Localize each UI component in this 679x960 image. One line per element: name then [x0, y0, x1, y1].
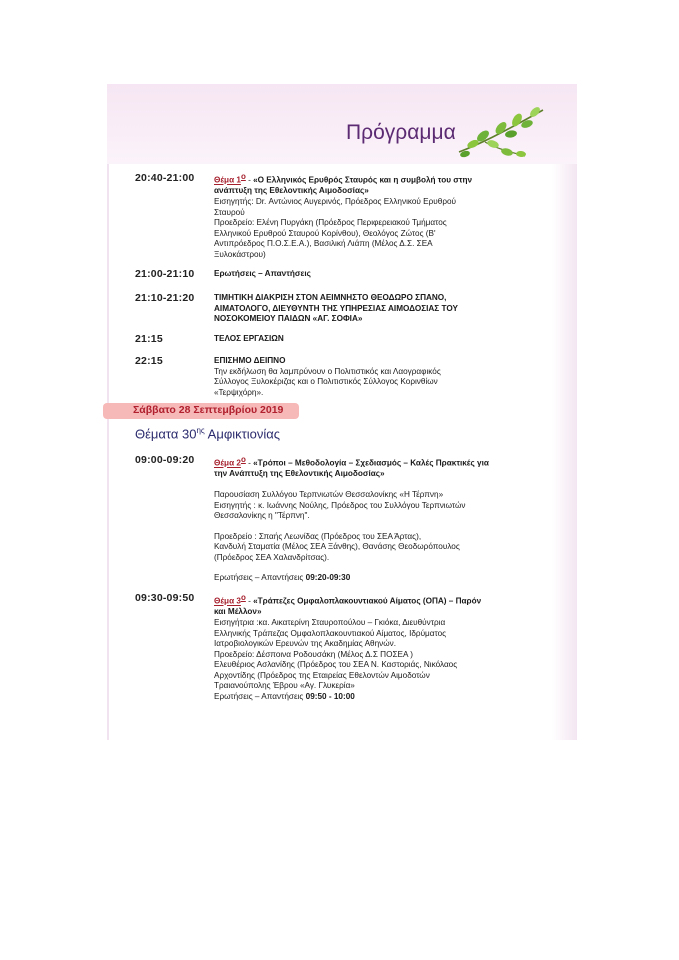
qa-label: Ερωτήσεις – Απαντήσεις [214, 692, 306, 702]
speaker-line: Εισηγητής: Dr. Αντώνιος Αυγερινός, Πρόεδρος Ελληνικού Ερυθρού [214, 196, 457, 206]
chair-line: Προεδρείο: Ελένη Πυργάκη (Πρόεδρος Περιφερειακού Τμήματος [214, 218, 447, 228]
session-details [214, 293, 524, 325]
dinner-line: Σύλλογος Ξυλοκέριζας και ο Πολιτιστικός Σύλλογος Κορινθίων [214, 377, 438, 387]
chair-line: Ελευθέριος Ασλανίδης (Πρόεδρος του ΣΕΑ Ν. Καστοριάς, Νικόλαος [214, 660, 458, 670]
qa-label: Ερωτήσεις – Απαντήσεις [214, 573, 306, 583]
side-shade [552, 164, 577, 740]
speaker-line: Εισηγητής : κ. Ιωάννης Νούλης, Πρόεδρος του Συλλόγου Τερπνιωτών [214, 500, 466, 510]
theme-title: «Ο Ελληνικός Ερυθρός Σταυρός και η συμβολή του στην [253, 175, 473, 185]
chair-line: (Πρόεδρος ΣΕΑ Χαλανδρίτσας). [214, 552, 330, 562]
session-details [214, 455, 524, 584]
theme-separator: - [245, 175, 254, 185]
session-title: ΤΕΛΟΣ ΕΡΓΑΣΙΩΝ [214, 334, 284, 343]
section-title-superscript: ης [196, 426, 205, 435]
theme-superscript: ο [240, 593, 246, 602]
chair-line: Αρχοντίδης (Πρόεδρος της Εταιρείας Εθελοντών Αιμοδοτών [214, 670, 430, 680]
qa-time: 09:20-09:30 [305, 573, 351, 583]
speaker-line: Ιατροβιολογικών Ερευνών της Ακαδημίας Αθηνών. [214, 639, 396, 649]
chair-line: Αντιπρόεδρος Π.Ο.Σ.Ε.Α.), Βασιλική Λιάπη (Μέλος Δ.Σ. ΣΕΑ [214, 239, 433, 249]
leaf-branch-icon [455, 104, 547, 162]
time-slot: 21:00-21:10 [135, 268, 195, 280]
theme-superscript: ο [240, 172, 246, 181]
speaker-line: Ελληνικής Τράπεζας Ομφαλοπλακουντιακού Αίματος, Ιδρύματος [214, 628, 447, 638]
chair-line: Προεδρείο : Σπαής Λεωνίδας (Πρόεδρος του ΣΕΑ Άρτας), [214, 531, 422, 541]
section-title [135, 426, 280, 441]
time-slot: 09:30-09:50 [135, 592, 195, 604]
session-details [214, 593, 524, 703]
chair-line: Τραιανούπολης Έβρου «Αγ. Γλυκερία» [214, 681, 355, 691]
section-title-text: Θέματα 30 [135, 426, 197, 442]
page-title: Πρόγραμμα [346, 121, 456, 144]
session-title: Ερωτήσεις – Απαντήσεις [214, 269, 311, 278]
time-slot: 21:15 [135, 333, 163, 345]
time-slot: 21:10-21:20 [135, 292, 195, 304]
theme-label: Θέμα 3 [214, 596, 241, 606]
chair-line: Ξυλοκάστρου) [214, 249, 266, 259]
honorary-line: ΤΙΜΗΤΙΚΗ ΔΙΑΚΡΙΣΗ ΣΤΟΝ ΑΕΙΜΝΗΣΤΟ ΘΕΟΔΩΡΟ ΣΠΑΝΟ, [214, 293, 447, 302]
theme-separator: - [245, 596, 254, 606]
speaker-line: Σταυρού [214, 207, 245, 217]
theme-label: Θέμα 2 [214, 458, 241, 468]
session-details [214, 172, 524, 260]
chair-line: Προεδρείο: Δέσποινα Ροδουσάκη (Μέλος Δ.Σ ΠΟΣΕΑ ) [214, 649, 413, 659]
dinner-line: Την εκδήλωση θα λαμπρύνουν ο Πολιτιστικός και Λαογραφικός [214, 366, 441, 376]
section-title-text-end: Αμφικτιονίας [204, 426, 281, 442]
theme-label: Θέμα 1 [214, 175, 241, 185]
session-details [214, 356, 524, 398]
theme-title-cont: την Ανάπτυξη της Εθελοντικής Αιμοδοσίας» [214, 469, 385, 479]
speaker-line: Θεσσαλονίκης η "Τέρπνη". [214, 511, 310, 521]
honorary-line: ΑΙΜΑΤΟΛΟΓΟ, ΔΙΕΥΘΥΝΤΗ ΤΗΣ ΥΠΗΡΕΣΙΑΣ ΑΙΜΟΔΟΣΙΑΣ ΤΟΥ [214, 303, 458, 313]
date-label: Σάββατο 28 Σεπτεμβρίου 2019 [133, 404, 284, 416]
time-slot: 22:15 [135, 355, 163, 367]
theme-title: «Τρόποι – Μεθοδολογία – Σχεδιασμός – Καλές Πρακτικές για [253, 458, 489, 468]
time-slot: 20:40-21:00 [135, 172, 195, 184]
qa-time: 09:50 - 10:00 [305, 692, 355, 702]
chair-line: Κανδυλή Σταματία (Μέλος ΣΕΑ Ξάνθης), Θανάσης Θεοδωρόπουλος [214, 542, 460, 552]
chair-line: Ελληνικού Ερυθρού Σταυρού Κορίνθου), Θεολόγος Ζώτος (Β' [214, 228, 436, 238]
time-slot: 09:00-09:20 [135, 454, 195, 466]
session-title: ΕΠΙΣΗΜΟ ΔΕΙΠΝΟ [214, 356, 286, 365]
theme-title-cont: ανάπτυξη της Εθελοντικής Αιμοδοσίας» [214, 186, 369, 196]
theme-superscript: ο [240, 455, 246, 464]
presentation-line: Παρουσίαση Συλλόγου Τερπνιωτών Θεσσαλονίκης «Η Τέρπνη» [214, 489, 444, 499]
theme-separator: - [245, 458, 254, 468]
speaker-line: Εισηγήτρια :κα. Αικατερίνη Σταυροπούλου – Γκιόκα, Διευθύντρια [214, 617, 446, 627]
honorary-line: ΝΟΣΟΚΟΜΕΙΟΥ ΠΑΙΔΩΝ «ΑΓ. ΣΟΦΙΑ» [214, 314, 363, 324]
theme-title-cont: και Μέλλον» [214, 607, 262, 617]
dinner-line: «Τερψιχόρη». [214, 387, 264, 397]
theme-title: «Τράπεζες Ομφαλοπλακουντιακού Αίματος (ΟΠΑ) – Παρόν [253, 596, 482, 606]
